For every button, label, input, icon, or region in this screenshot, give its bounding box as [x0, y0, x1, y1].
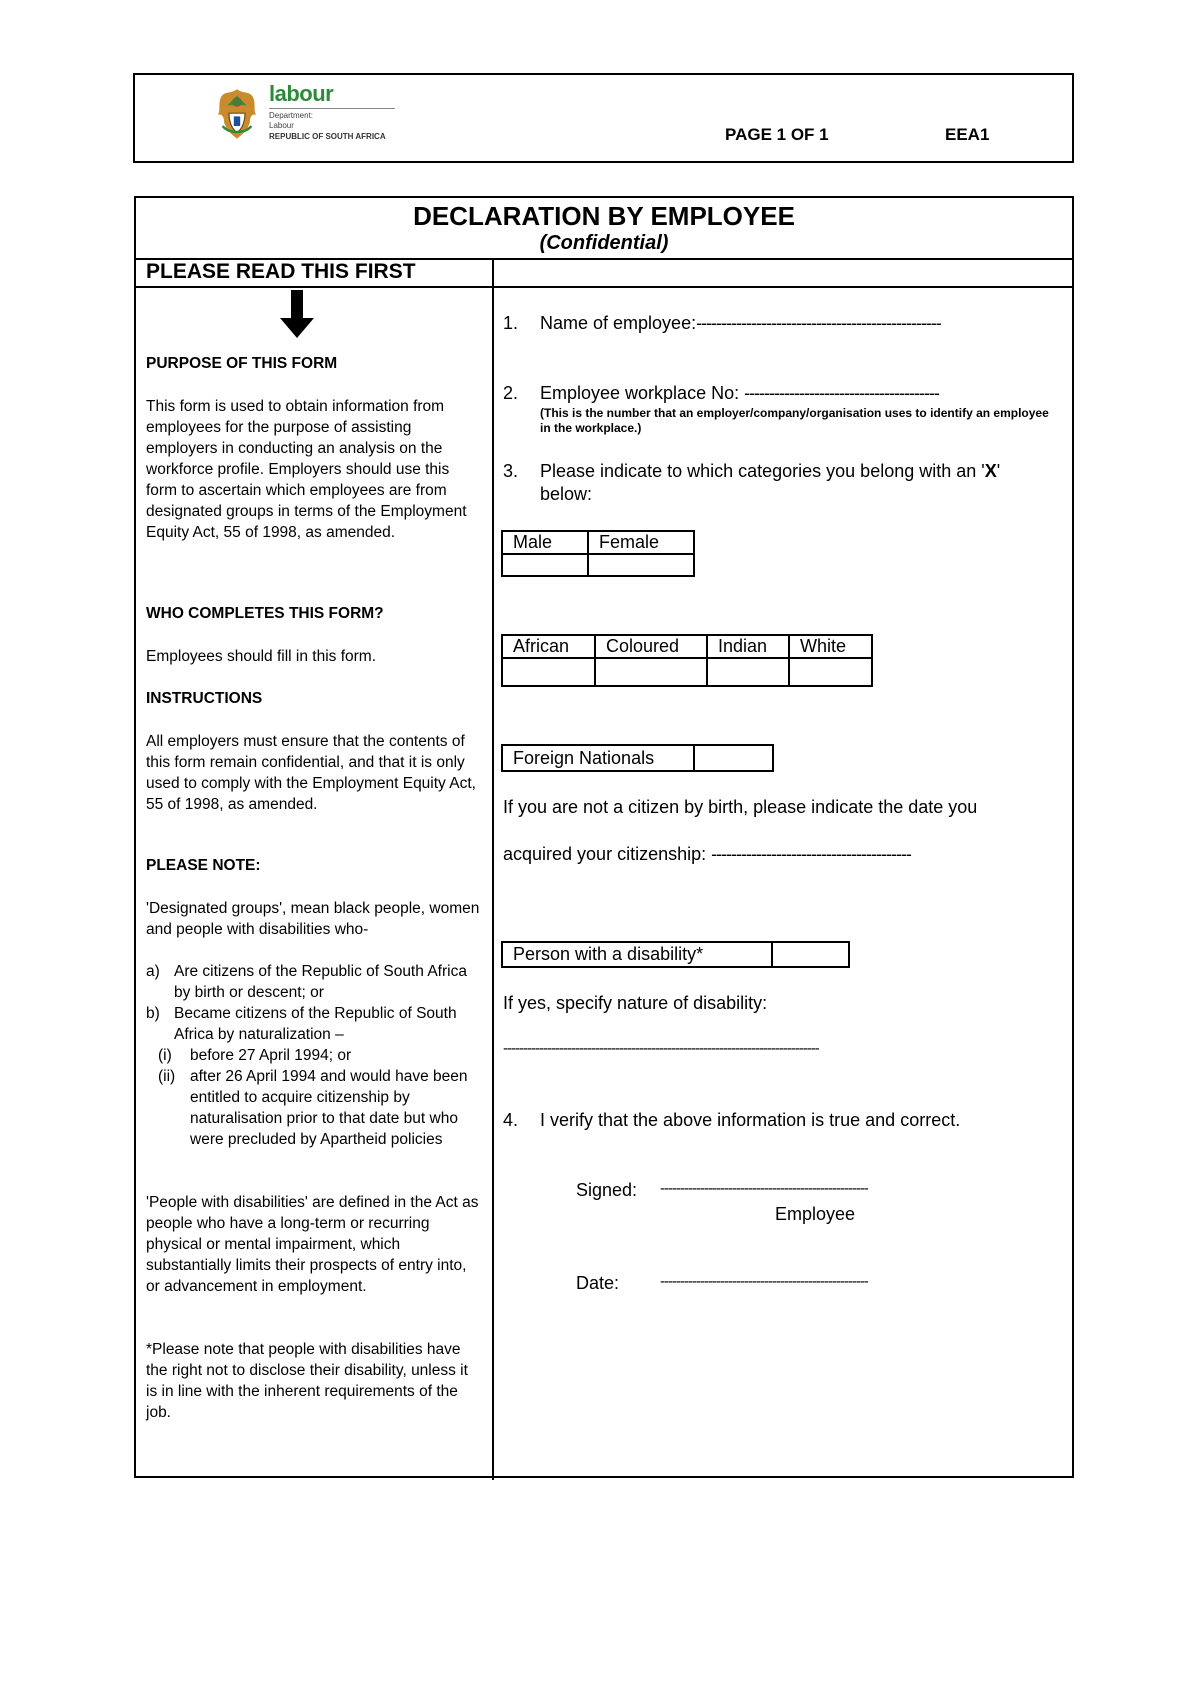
list-item — [146, 1003, 482, 1045]
disability-checkbox[interactable] — [772, 942, 849, 967]
disability-table — [501, 941, 850, 968]
list-marker: (ii) — [158, 1068, 176, 1085]
instructions-heading: INSTRUCTIONS — [146, 690, 263, 707]
q3-x-mark: X — [984, 461, 997, 481]
citizenship-date-input-line[interactable]: ---------------------------------------- — [711, 844, 911, 864]
form-code: EEA1 — [945, 125, 990, 144]
who-text: Employees should fill in this form. — [146, 648, 377, 665]
list-text: before 27 April 1994; or — [190, 1047, 352, 1064]
logo-country: REPUBLIC OF SOUTH AFRICA — [269, 132, 386, 141]
list-text: after 26 April 1994 and would have been entitled to acquire citizenship by naturalisation prior to that date but who were precluded by Apartheid policies — [190, 1068, 468, 1148]
q3-text: Please indicate to which categories you belong with an ' — [540, 461, 985, 481]
race-indian-checkbox[interactable] — [707, 658, 789, 686]
disability-specify-label: If yes, specify nature of disability: — [503, 993, 768, 1013]
list-text: Are citizens of the Republic of South Africa by birth or descent; or — [174, 963, 467, 1001]
q3-label — [540, 461, 1000, 482]
gender-female-checkbox[interactable] — [588, 554, 694, 576]
foreign-nationals-table — [501, 744, 774, 772]
page-subtitle: (Confidential) — [539, 232, 669, 254]
q4-number: 4. — [503, 1110, 519, 1130]
citizenship-label: acquired your citizenship: — [503, 844, 712, 864]
purpose-text: This form is used to obtain information from employees for the purpose of assisting employers in conducting an analysis on the workforce profile. Employers should use this form to ascertain which employees are from designated groups in terms of the Employment Equity Act, 55 of 1998, as amended. — [146, 398, 467, 541]
arrow-down-icon — [280, 290, 314, 338]
disclosure-note: *Please note that people with disabilities have the right not to disclose their disability, unless it is in line with the inherent requirements of the job. — [146, 1341, 468, 1421]
logo-rule — [269, 108, 395, 109]
name-input-line[interactable]: ------------------------------------------------- — [696, 313, 941, 333]
q3-label-line2: below: — [540, 484, 593, 504]
logo-department: Department: — [269, 111, 314, 120]
q3-quote: ' — [996, 461, 1001, 481]
race-african-header: African — [502, 635, 595, 658]
page-title: DECLARATION BY EMPLOYEE — [413, 201, 795, 231]
list-subitem — [158, 1066, 482, 1150]
date-input-line[interactable]: ---------------------------------------------------- — [660, 1273, 868, 1290]
instructions-text: All employers must ensure that the contents of this form remain confidential, and that it is only used to comply with the Employment Equity Act, 55 of 1998, as amended. — [146, 733, 476, 813]
q2-note: (This is the number that an employer/company/organisation uses to identify an employee in the workplace.) — [540, 406, 1049, 435]
q1-label: Name of employee: — [540, 313, 697, 333]
race-coloured-header: Coloured — [595, 635, 707, 658]
foreign-nationals-label: Foreign Nationals — [502, 745, 694, 771]
q3-number: 3. — [503, 461, 519, 481]
list-marker: a) — [146, 963, 160, 980]
purpose-heading: PURPOSE OF THIS FORM — [146, 355, 338, 372]
logo-wordmark: labour — [269, 81, 334, 106]
logo-labour: Labour — [269, 121, 294, 130]
list-marker: b) — [146, 1005, 160, 1022]
race-white-checkbox[interactable] — [789, 658, 872, 686]
signed-label: Signed: — [576, 1180, 638, 1200]
read-first-row — [136, 258, 1072, 288]
signature-input-line[interactable]: ---------------------------------------------------- — [660, 1180, 868, 1197]
title-row — [136, 198, 1072, 260]
q1-number: 1. — [503, 313, 519, 333]
who-heading: WHO COMPLETES THIS FORM? — [146, 605, 384, 622]
gender-male-checkbox[interactable] — [502, 554, 588, 576]
citizenship-row — [503, 844, 911, 865]
gender-male-header: Male — [502, 531, 588, 554]
list-item — [146, 961, 482, 1003]
column-divider — [492, 258, 494, 1480]
list-text: Became citizens of the Republic of South Africa by naturalization – — [174, 1005, 457, 1043]
q2-number: 2. — [503, 383, 519, 403]
note-heading: PLEASE NOTE: — [146, 857, 261, 874]
designated-groups-text: 'Designated groups', mean black people, women and people with disabilities who- — [146, 900, 480, 938]
page-number: PAGE 1 OF 1 — [725, 125, 829, 144]
foreign-nationals-checkbox[interactable] — [694, 745, 773, 771]
q4-label: I verify that the above information is true and correct. — [540, 1110, 961, 1130]
race-african-checkbox[interactable] — [502, 658, 595, 686]
q2-label: Employee workplace No: — [540, 383, 745, 403]
date-label: Date: — [576, 1273, 620, 1293]
workplace-no-input-line[interactable]: --------------------------------------- — [744, 383, 939, 403]
coat-of-arms-logo — [213, 81, 261, 147]
disability-input-line[interactable]: ------------------------------------------------------------------------------- — [503, 1040, 819, 1057]
form-header — [133, 73, 1074, 163]
citizenship-question: If you are not a citizen by birth, please indicate the date you — [503, 797, 978, 817]
list-subitem — [158, 1045, 482, 1066]
employee-caption: Employee — [775, 1204, 856, 1224]
race-coloured-checkbox[interactable] — [595, 658, 707, 686]
gender-female-header: Female — [588, 531, 694, 554]
list-marker: (i) — [158, 1047, 172, 1064]
disabilities-definition: 'People with disabilities' are defined in the Act as people who have a long-term or recurring physical or mental impairment, which substantially limits their prospects of entry into, or advancement in employment. — [146, 1194, 479, 1295]
read-first-heading: PLEASE READ THIS FIRST — [146, 260, 416, 283]
race-indian-header: Indian — [707, 635, 789, 658]
gender-table — [501, 530, 695, 577]
disability-label: Person with a disability* — [502, 942, 772, 967]
race-table — [501, 634, 873, 687]
race-white-header: White — [789, 635, 872, 658]
q2-row — [540, 383, 939, 404]
q1-row — [540, 313, 941, 334]
